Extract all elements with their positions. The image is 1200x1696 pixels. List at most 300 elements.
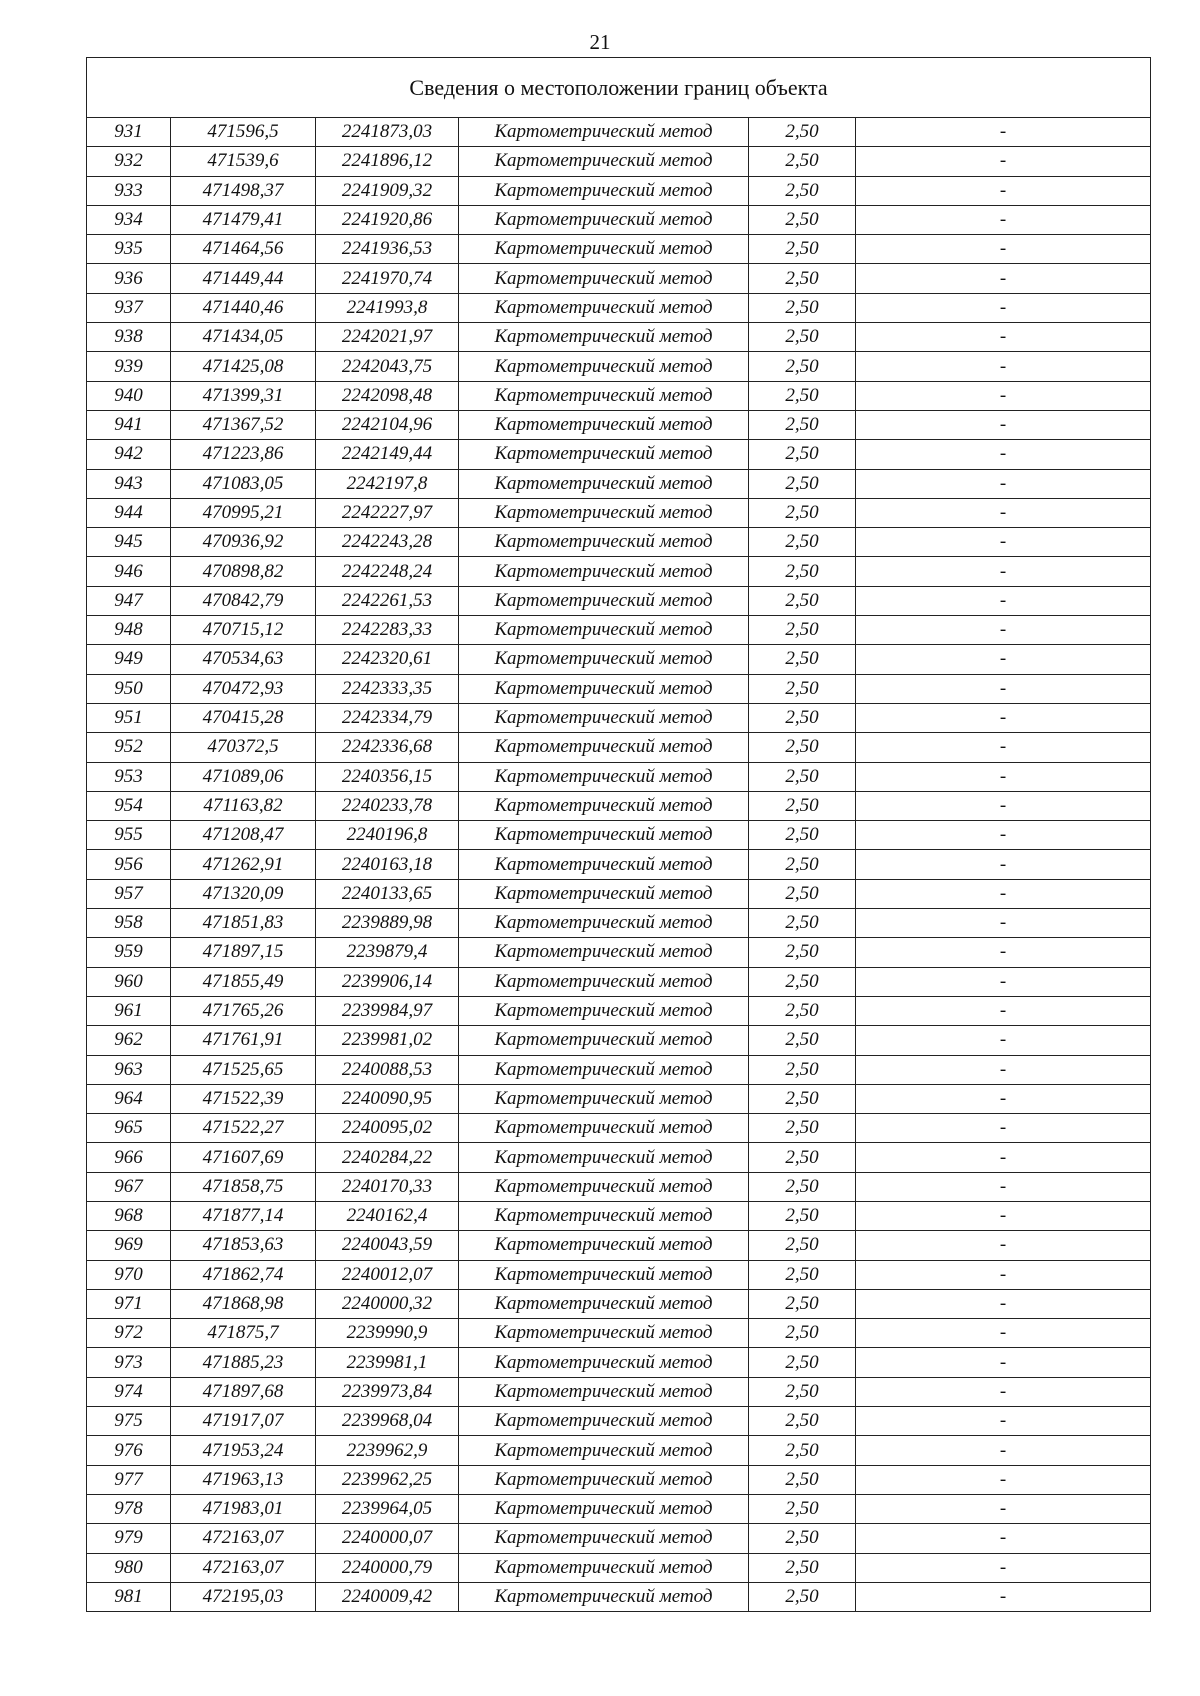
- table-row: [87, 762, 1151, 791]
- y-coordinate-cell: 2240090,95: [316, 1084, 459, 1113]
- table-row: [87, 938, 1151, 967]
- y-coordinate-cell: 2242248,24: [316, 557, 459, 586]
- table-row: [87, 703, 1151, 732]
- description-cell: -: [856, 498, 1151, 527]
- accuracy-cell: 2,50: [749, 1494, 856, 1523]
- accuracy-cell: 2,50: [749, 762, 856, 791]
- x-coordinate-cell: 471917,07: [171, 1407, 316, 1436]
- method-cell: Картометрический метод: [459, 674, 749, 703]
- point-number-cell: 946: [87, 557, 171, 586]
- point-number-cell: 968: [87, 1201, 171, 1230]
- point-number-cell: 940: [87, 381, 171, 410]
- accuracy-cell: 2,50: [749, 264, 856, 293]
- x-coordinate-cell: 471897,15: [171, 938, 316, 967]
- description-cell: -: [856, 1143, 1151, 1172]
- method-cell: Картометрический метод: [459, 323, 749, 352]
- y-coordinate-cell: 2240162,4: [316, 1201, 459, 1230]
- x-coordinate-cell: 471953,24: [171, 1436, 316, 1465]
- y-coordinate-cell: 2242227,97: [316, 498, 459, 527]
- table-row: [87, 410, 1151, 439]
- y-coordinate-cell: 2239964,05: [316, 1494, 459, 1523]
- accuracy-cell: 2,50: [749, 1143, 856, 1172]
- table-row: [87, 498, 1151, 527]
- point-number-cell: 934: [87, 205, 171, 234]
- accuracy-cell: 2,50: [749, 1260, 856, 1289]
- description-cell: -: [856, 762, 1151, 791]
- table-row: [87, 1114, 1151, 1143]
- y-coordinate-cell: 2240009,42: [316, 1582, 459, 1611]
- table-row: [87, 733, 1151, 762]
- y-coordinate-cell: 2240233,78: [316, 791, 459, 820]
- x-coordinate-cell: 471858,75: [171, 1172, 316, 1201]
- table-row: [87, 1524, 1151, 1553]
- accuracy-cell: 2,50: [749, 1231, 856, 1260]
- x-coordinate-cell: 471434,05: [171, 323, 316, 352]
- table-row: [87, 1319, 1151, 1348]
- table-row: [87, 1494, 1151, 1523]
- x-coordinate-cell: 471761,91: [171, 1026, 316, 1055]
- table-row: [87, 1377, 1151, 1406]
- point-number-cell: 942: [87, 440, 171, 469]
- y-coordinate-cell: 2242021,97: [316, 323, 459, 352]
- x-coordinate-cell: 471897,68: [171, 1377, 316, 1406]
- table-row: [87, 1143, 1151, 1172]
- x-coordinate-cell: 471851,83: [171, 909, 316, 938]
- y-coordinate-cell: 2240000,32: [316, 1289, 459, 1318]
- accuracy-cell: 2,50: [749, 1084, 856, 1113]
- table-row: [87, 1084, 1151, 1113]
- table-row: [87, 1436, 1151, 1465]
- description-cell: -: [856, 118, 1151, 147]
- x-coordinate-cell: 470995,21: [171, 498, 316, 527]
- point-number-cell: 950: [87, 674, 171, 703]
- y-coordinate-cell: 2240163,18: [316, 850, 459, 879]
- point-number-cell: 932: [87, 147, 171, 176]
- description-cell: -: [856, 1084, 1151, 1113]
- accuracy-cell: 2,50: [749, 323, 856, 352]
- description-cell: -: [856, 850, 1151, 879]
- table-row: [87, 967, 1151, 996]
- table-row: [87, 1260, 1151, 1289]
- accuracy-cell: 2,50: [749, 293, 856, 322]
- point-number-cell: 976: [87, 1436, 171, 1465]
- method-cell: Картометрический метод: [459, 498, 749, 527]
- description-cell: -: [856, 147, 1151, 176]
- method-cell: Картометрический метод: [459, 176, 749, 205]
- table-body: [87, 58, 1151, 1612]
- point-number-cell: 955: [87, 821, 171, 850]
- y-coordinate-cell: 2241909,32: [316, 176, 459, 205]
- y-coordinate-cell: 2239981,1: [316, 1348, 459, 1377]
- table-row: [87, 528, 1151, 557]
- description-cell: -: [856, 205, 1151, 234]
- table-row: [87, 1055, 1151, 1084]
- description-cell: -: [856, 703, 1151, 732]
- description-cell: -: [856, 323, 1151, 352]
- table-row: [87, 791, 1151, 820]
- y-coordinate-cell: 2242334,79: [316, 703, 459, 732]
- y-coordinate-cell: 2242283,33: [316, 616, 459, 645]
- method-cell: Картометрический метод: [459, 528, 749, 557]
- table-row: [87, 147, 1151, 176]
- x-coordinate-cell: 471425,08: [171, 352, 316, 381]
- table-row: [87, 645, 1151, 674]
- method-cell: Картометрический метод: [459, 118, 749, 147]
- table-row: [87, 469, 1151, 498]
- description-cell: -: [856, 1553, 1151, 1582]
- table-row: [87, 1026, 1151, 1055]
- method-cell: Картометрический метод: [459, 1377, 749, 1406]
- x-coordinate-cell: 471449,44: [171, 264, 316, 293]
- point-number-cell: 952: [87, 733, 171, 762]
- accuracy-cell: 2,50: [749, 1172, 856, 1201]
- accuracy-cell: 2,50: [749, 176, 856, 205]
- table-row: [87, 909, 1151, 938]
- description-cell: -: [856, 1582, 1151, 1611]
- y-coordinate-cell: 2240356,15: [316, 762, 459, 791]
- x-coordinate-cell: 471208,47: [171, 821, 316, 850]
- y-coordinate-cell: 2240000,07: [316, 1524, 459, 1553]
- accuracy-cell: 2,50: [749, 147, 856, 176]
- description-cell: -: [856, 616, 1151, 645]
- method-cell: Картометрический метод: [459, 967, 749, 996]
- x-coordinate-cell: 471083,05: [171, 469, 316, 498]
- method-cell: Картометрический метод: [459, 850, 749, 879]
- method-cell: Картометрический метод: [459, 1582, 749, 1611]
- table-row: [87, 1553, 1151, 1582]
- method-cell: Картометрический метод: [459, 147, 749, 176]
- accuracy-cell: 2,50: [749, 1553, 856, 1582]
- accuracy-cell: 2,50: [749, 879, 856, 908]
- accuracy-cell: 2,50: [749, 498, 856, 527]
- point-number-cell: 956: [87, 850, 171, 879]
- description-cell: -: [856, 909, 1151, 938]
- table-header-row: [87, 58, 1151, 118]
- point-number-cell: 959: [87, 938, 171, 967]
- x-coordinate-cell: 471607,69: [171, 1143, 316, 1172]
- accuracy-cell: 2,50: [749, 645, 856, 674]
- point-number-cell: 938: [87, 323, 171, 352]
- method-cell: Картометрический метод: [459, 205, 749, 234]
- accuracy-cell: 2,50: [749, 850, 856, 879]
- point-number-cell: 935: [87, 235, 171, 264]
- method-cell: Картометрический метод: [459, 1260, 749, 1289]
- description-cell: -: [856, 557, 1151, 586]
- x-coordinate-cell: 470472,93: [171, 674, 316, 703]
- y-coordinate-cell: 2239990,9: [316, 1319, 459, 1348]
- description-cell: -: [856, 996, 1151, 1025]
- method-cell: Картометрический метод: [459, 1553, 749, 1582]
- accuracy-cell: 2,50: [749, 1114, 856, 1143]
- method-cell: Картометрический метод: [459, 469, 749, 498]
- accuracy-cell: 2,50: [749, 205, 856, 234]
- y-coordinate-cell: 2242098,48: [316, 381, 459, 410]
- x-coordinate-cell: 471522,27: [171, 1114, 316, 1143]
- y-coordinate-cell: 2239879,4: [316, 938, 459, 967]
- accuracy-cell: 2,50: [749, 410, 856, 439]
- point-number-cell: 980: [87, 1553, 171, 1582]
- x-coordinate-cell: 470936,92: [171, 528, 316, 557]
- x-coordinate-cell: 471765,26: [171, 996, 316, 1025]
- x-coordinate-cell: 472195,03: [171, 1582, 316, 1611]
- method-cell: Картометрический метод: [459, 879, 749, 908]
- x-coordinate-cell: 470715,12: [171, 616, 316, 645]
- y-coordinate-cell: 2239981,02: [316, 1026, 459, 1055]
- description-cell: -: [856, 1348, 1151, 1377]
- x-coordinate-cell: 471877,14: [171, 1201, 316, 1230]
- method-cell: Картометрический метод: [459, 1201, 749, 1230]
- point-number-cell: 951: [87, 703, 171, 732]
- point-number-cell: 936: [87, 264, 171, 293]
- description-cell: -: [856, 410, 1151, 439]
- y-coordinate-cell: 2241970,74: [316, 264, 459, 293]
- description-cell: -: [856, 1289, 1151, 1318]
- table-row: [87, 440, 1151, 469]
- boundary-coordinates-table: [86, 57, 1151, 1612]
- point-number-cell: 970: [87, 1260, 171, 1289]
- y-coordinate-cell: 2239962,25: [316, 1465, 459, 1494]
- description-cell: -: [856, 440, 1151, 469]
- description-cell: -: [856, 352, 1151, 381]
- point-number-cell: 943: [87, 469, 171, 498]
- point-number-cell: 953: [87, 762, 171, 791]
- accuracy-cell: 2,50: [749, 118, 856, 147]
- description-cell: -: [856, 1436, 1151, 1465]
- y-coordinate-cell: 2240095,02: [316, 1114, 459, 1143]
- x-coordinate-cell: 471089,06: [171, 762, 316, 791]
- accuracy-cell: 2,50: [749, 996, 856, 1025]
- point-number-cell: 963: [87, 1055, 171, 1084]
- method-cell: Картометрический метод: [459, 1055, 749, 1084]
- description-cell: -: [856, 528, 1151, 557]
- table-row: [87, 1407, 1151, 1436]
- point-number-cell: 948: [87, 616, 171, 645]
- accuracy-cell: 2,50: [749, 586, 856, 615]
- x-coordinate-cell: 471875,7: [171, 1319, 316, 1348]
- point-number-cell: 939: [87, 352, 171, 381]
- y-coordinate-cell: 2239962,9: [316, 1436, 459, 1465]
- accuracy-cell: 2,50: [749, 616, 856, 645]
- y-coordinate-cell: 2242243,28: [316, 528, 459, 557]
- description-cell: -: [856, 1407, 1151, 1436]
- table-row: [87, 118, 1151, 147]
- description-cell: -: [856, 1201, 1151, 1230]
- accuracy-cell: 2,50: [749, 1201, 856, 1230]
- y-coordinate-cell: 2242197,8: [316, 469, 459, 498]
- description-cell: -: [856, 1055, 1151, 1084]
- method-cell: Картометрический метод: [459, 733, 749, 762]
- method-cell: Картометрический метод: [459, 264, 749, 293]
- x-coordinate-cell: 471399,31: [171, 381, 316, 410]
- point-number-cell: 949: [87, 645, 171, 674]
- method-cell: Картометрический метод: [459, 616, 749, 645]
- table-row: [87, 1201, 1151, 1230]
- accuracy-cell: 2,50: [749, 1026, 856, 1055]
- point-number-cell: 954: [87, 791, 171, 820]
- point-number-cell: 978: [87, 1494, 171, 1523]
- x-coordinate-cell: 471320,09: [171, 879, 316, 908]
- accuracy-cell: 2,50: [749, 528, 856, 557]
- table-row: [87, 557, 1151, 586]
- accuracy-cell: 2,50: [749, 440, 856, 469]
- table-row: [87, 674, 1151, 703]
- point-number-cell: 981: [87, 1582, 171, 1611]
- table-row: [87, 586, 1151, 615]
- x-coordinate-cell: 471440,46: [171, 293, 316, 322]
- description-cell: -: [856, 1465, 1151, 1494]
- y-coordinate-cell: 2241920,86: [316, 205, 459, 234]
- description-cell: -: [856, 791, 1151, 820]
- y-coordinate-cell: 2240043,59: [316, 1231, 459, 1260]
- method-cell: Картометрический метод: [459, 381, 749, 410]
- method-cell: Картометрический метод: [459, 586, 749, 615]
- y-coordinate-cell: 2240284,22: [316, 1143, 459, 1172]
- table-row: [87, 293, 1151, 322]
- point-number-cell: 964: [87, 1084, 171, 1113]
- x-coordinate-cell: 471539,6: [171, 147, 316, 176]
- table-row: [87, 821, 1151, 850]
- description-cell: -: [856, 1524, 1151, 1553]
- point-number-cell: 941: [87, 410, 171, 439]
- y-coordinate-cell: 2241873,03: [316, 118, 459, 147]
- y-coordinate-cell: 2241993,8: [316, 293, 459, 322]
- accuracy-cell: 2,50: [749, 557, 856, 586]
- table-row: [87, 381, 1151, 410]
- point-number-cell: 972: [87, 1319, 171, 1348]
- y-coordinate-cell: 2242336,68: [316, 733, 459, 762]
- description-cell: -: [856, 1494, 1151, 1523]
- y-coordinate-cell: 2240196,8: [316, 821, 459, 850]
- x-coordinate-cell: 471963,13: [171, 1465, 316, 1494]
- table-row: [87, 996, 1151, 1025]
- point-number-cell: 958: [87, 909, 171, 938]
- y-coordinate-cell: 2241896,12: [316, 147, 459, 176]
- y-coordinate-cell: 2242043,75: [316, 352, 459, 381]
- method-cell: Картометрический метод: [459, 938, 749, 967]
- description-cell: -: [856, 293, 1151, 322]
- method-cell: Картометрический метод: [459, 1348, 749, 1377]
- y-coordinate-cell: 2240088,53: [316, 1055, 459, 1084]
- point-number-cell: 962: [87, 1026, 171, 1055]
- accuracy-cell: 2,50: [749, 674, 856, 703]
- x-coordinate-cell: 471596,5: [171, 118, 316, 147]
- description-cell: -: [856, 235, 1151, 264]
- method-cell: Картометрический метод: [459, 1084, 749, 1113]
- description-cell: -: [856, 967, 1151, 996]
- y-coordinate-cell: 2239984,97: [316, 996, 459, 1025]
- point-number-cell: 931: [87, 118, 171, 147]
- y-coordinate-cell: 2242149,44: [316, 440, 459, 469]
- description-cell: -: [856, 674, 1151, 703]
- x-coordinate-cell: 471522,39: [171, 1084, 316, 1113]
- method-cell: Картометрический метод: [459, 1407, 749, 1436]
- point-number-cell: 967: [87, 1172, 171, 1201]
- description-cell: -: [856, 938, 1151, 967]
- method-cell: Картометрический метод: [459, 410, 749, 439]
- description-cell: -: [856, 879, 1151, 908]
- accuracy-cell: 2,50: [749, 235, 856, 264]
- x-coordinate-cell: 470534,63: [171, 645, 316, 674]
- method-cell: Картометрический метод: [459, 440, 749, 469]
- accuracy-cell: 2,50: [749, 1582, 856, 1611]
- description-cell: -: [856, 586, 1151, 615]
- table-row: [87, 1172, 1151, 1201]
- x-coordinate-cell: 471498,37: [171, 176, 316, 205]
- point-number-cell: 973: [87, 1348, 171, 1377]
- description-cell: -: [856, 1377, 1151, 1406]
- description-cell: -: [856, 176, 1151, 205]
- method-cell: Картометрический метод: [459, 1289, 749, 1318]
- method-cell: Картометрический метод: [459, 909, 749, 938]
- method-cell: Картометрический метод: [459, 1026, 749, 1055]
- x-coordinate-cell: 471885,23: [171, 1348, 316, 1377]
- y-coordinate-cell: 2241936,53: [316, 235, 459, 264]
- table-title: Сведения о местоположении границ объекта: [87, 58, 1151, 118]
- description-cell: -: [856, 469, 1151, 498]
- description-cell: -: [856, 1231, 1151, 1260]
- y-coordinate-cell: 2240000,79: [316, 1553, 459, 1582]
- y-coordinate-cell: 2240133,65: [316, 879, 459, 908]
- x-coordinate-cell: 471525,65: [171, 1055, 316, 1084]
- point-number-cell: 977: [87, 1465, 171, 1494]
- x-coordinate-cell: 470372,5: [171, 733, 316, 762]
- y-coordinate-cell: 2242320,61: [316, 645, 459, 674]
- accuracy-cell: 2,50: [749, 967, 856, 996]
- method-cell: Картометрический метод: [459, 791, 749, 820]
- table-row: [87, 850, 1151, 879]
- description-cell: -: [856, 733, 1151, 762]
- description-cell: -: [856, 1114, 1151, 1143]
- table-row: [87, 352, 1151, 381]
- description-cell: -: [856, 1026, 1151, 1055]
- accuracy-cell: 2,50: [749, 1348, 856, 1377]
- x-coordinate-cell: 471223,86: [171, 440, 316, 469]
- x-coordinate-cell: 471855,49: [171, 967, 316, 996]
- description-cell: -: [856, 1172, 1151, 1201]
- method-cell: Картометрический метод: [459, 703, 749, 732]
- table-row: [87, 616, 1151, 645]
- table-row: [87, 1289, 1151, 1318]
- accuracy-cell: 2,50: [749, 733, 856, 762]
- method-cell: Картометрический метод: [459, 996, 749, 1025]
- x-coordinate-cell: 471853,63: [171, 1231, 316, 1260]
- method-cell: Картометрический метод: [459, 645, 749, 674]
- method-cell: Картометрический метод: [459, 235, 749, 264]
- accuracy-cell: 2,50: [749, 1465, 856, 1494]
- accuracy-cell: 2,50: [749, 1377, 856, 1406]
- accuracy-cell: 2,50: [749, 1524, 856, 1553]
- method-cell: Картометрический метод: [459, 1436, 749, 1465]
- accuracy-cell: 2,50: [749, 703, 856, 732]
- point-number-cell: 974: [87, 1377, 171, 1406]
- accuracy-cell: 2,50: [749, 352, 856, 381]
- method-cell: Картометрический метод: [459, 1494, 749, 1523]
- table-row: [87, 1348, 1151, 1377]
- method-cell: Картометрический метод: [459, 1524, 749, 1553]
- table-row: [87, 879, 1151, 908]
- method-cell: Картометрический метод: [459, 762, 749, 791]
- y-coordinate-cell: 2242261,53: [316, 586, 459, 615]
- method-cell: Картометрический метод: [459, 1319, 749, 1348]
- point-number-cell: 975: [87, 1407, 171, 1436]
- y-coordinate-cell: 2240170,33: [316, 1172, 459, 1201]
- y-coordinate-cell: 2240012,07: [316, 1260, 459, 1289]
- y-coordinate-cell: 2239973,84: [316, 1377, 459, 1406]
- point-number-cell: 965: [87, 1114, 171, 1143]
- description-cell: -: [856, 381, 1151, 410]
- point-number-cell: 961: [87, 996, 171, 1025]
- y-coordinate-cell: 2239889,98: [316, 909, 459, 938]
